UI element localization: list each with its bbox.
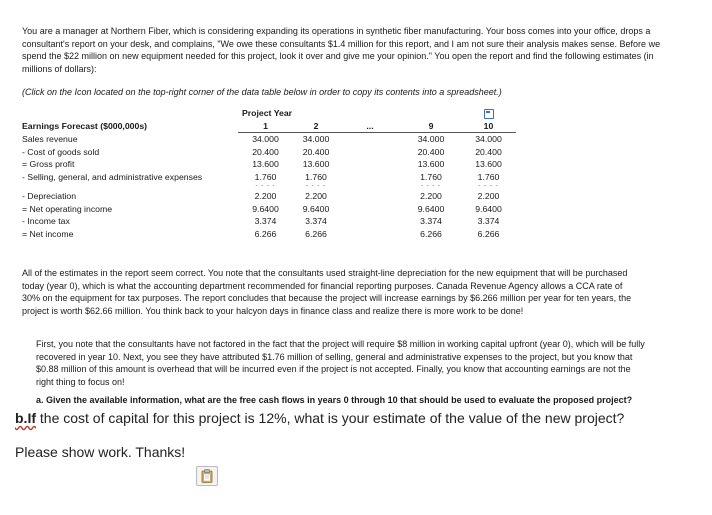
question-b-text: the cost of capital for this project is 12%, what is your estimate of the value of the new project? [36, 410, 625, 426]
year-header: 9 [401, 120, 461, 133]
table-row [22, 146, 516, 159]
separator-dashes: - - - - [306, 183, 326, 189]
question-b-marker: b.If [15, 410, 36, 426]
table-cell: 2.200 [477, 191, 500, 202]
copy-instruction: (Click on the Icon located on the top-right corner of the data table below in order to copy its contents into a spreadsheet.) [22, 87, 502, 97]
table-cell: 9.6400 [252, 203, 279, 214]
earnings-forecast-table [22, 107, 516, 240]
adjustments-paragraph: First, you note that the consultants have not factored in the fact that the project will require $8 million in working capital upfront (year 0), which will be fully recovered in year 10. Next, you see they have attributed $1.76 million of selling, general and administrative expenses to the project, but you know that $0.88 million of this amount is overhead that will be incurred even if the project is not accepted. Finally, you know that accounting earnings are not the right thing to focus on! [36, 339, 645, 387]
table-cell: 9.6400 [417, 203, 445, 214]
table-cell: 13.600 [475, 159, 502, 170]
table-row [22, 190, 516, 203]
table-cell: 6.266 [420, 228, 442, 239]
table-cell: 13.600 [302, 159, 330, 170]
table-cell: 2.200 [254, 191, 277, 202]
table-row [22, 158, 516, 171]
year-header: 1 [238, 120, 293, 133]
table-cell: 1.760 [477, 171, 500, 182]
table-row [22, 133, 516, 146]
row-label: Sales revenue [22, 134, 78, 144]
table-cell: 2.200 [420, 191, 442, 202]
row-label: - Cost of goods sold [22, 146, 100, 157]
row-label: = Gross profit [22, 159, 75, 170]
table-cell: 2.200 [305, 191, 327, 202]
table-cell: 1.760 [254, 171, 277, 182]
separator-dashes: - - - - [478, 183, 499, 189]
table-cell: 13.600 [417, 159, 445, 170]
table-row [22, 228, 516, 241]
question-b [15, 410, 655, 427]
table-cell: 9.6400 [475, 203, 502, 214]
table-cell: 3.374 [254, 216, 277, 227]
table-cell: 1.760 [305, 171, 327, 182]
clipboard-button[interactable] [196, 466, 218, 486]
show-work-note: Please show work. Thanks! [15, 444, 186, 460]
analysis-paragraph: All of the estimates in the report seem correct. You note that the consultants used straight-line depreciation for the new equipment that will be purchased today (year 0), which is what the accounting department recommended for financial reporting purposes. Canada Revenue Agency allows a CCA rate of 30% on the equipment for tax purposes. The report concludes that because the project will increase earnings by $6.266 million per year for ten years, the project is worth $62.66 million. You think back to your halcyon days in finance class and realize there is more work to be done! [22, 268, 632, 316]
row-label: - Depreciation [22, 191, 77, 202]
table-cell: 20.400 [252, 146, 279, 157]
table-cell: 9.6400 [302, 203, 330, 214]
table-cell: 20.400 [417, 146, 445, 157]
table-row [22, 171, 516, 184]
table-cell: 34.000 [417, 134, 445, 145]
table-title: Earnings Forecast ($000,000s) [22, 121, 148, 131]
year-header: 10 [461, 120, 516, 133]
separator-dashes: - - - - [255, 183, 276, 189]
project-year-header: Project Year [242, 108, 293, 119]
table-cell: 6.266 [477, 228, 500, 239]
table-cell: 3.374 [477, 216, 500, 227]
table-cell: 1.760 [420, 171, 442, 182]
row-label: = Net income [22, 228, 74, 239]
table-row [22, 203, 516, 216]
table-cell: 34.000 [302, 134, 330, 145]
table-cell: 34.000 [475, 134, 502, 145]
row-label: = Net operating income [22, 203, 113, 214]
row-label: - Selling, general, and administrative expenses [22, 171, 203, 182]
table-cell: 13.600 [252, 159, 279, 170]
year-header-ellipsis: ... [339, 120, 401, 133]
clipboard-icon [201, 469, 213, 483]
table-row [22, 215, 516, 228]
table-cell: 3.374 [305, 216, 327, 227]
table-cell: 6.266 [254, 228, 277, 239]
row-label: - Income tax [22, 216, 70, 227]
separator-dashes: - - - - [421, 183, 441, 189]
copy-to-spreadsheet-icon[interactable] [484, 109, 494, 119]
table-cell: 6.266 [305, 228, 327, 239]
table-cell: 20.400 [302, 146, 330, 157]
year-header: 2 [293, 120, 339, 133]
table-cell: 34.000 [252, 134, 279, 145]
intro-paragraph: You are a manager at Northern Fiber, which is considering expanding its operations in synthetic fiber manufacturing. Your boss comes into your office, drops a consultant's report on your desk, and complains, "We owe these consultants $1.4 million for this report, and I am not sure their analysis makes sense. Before we spend the $22 million on new equipment needed for this project, look it over and give me your opinion." You open the report and find the following estimates (in millions of dollars): [22, 26, 661, 74]
table-cell: 20.400 [475, 146, 502, 157]
table-cell: 3.374 [420, 216, 442, 227]
question-a: a. Given the available information, what are the free cash flows in years 0 through 10 that should be used to evaluate the proposed project? [36, 395, 633, 405]
